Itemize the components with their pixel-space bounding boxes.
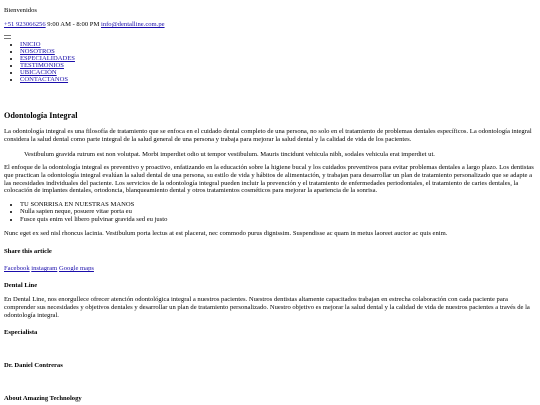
nav-item-contactanos	[20, 77, 75, 84]
about-heading: Dental Line	[4, 282, 38, 289]
menu-toggle-icon[interactable]	[4, 35, 11, 39]
business-hours: 9:00 AM - 8:00 PM	[47, 21, 100, 28]
article-bullet-list	[20, 201, 167, 223]
list-item: • TU SONRRISA EN NUESTRAS MANOS	[20, 201, 167, 208]
doctor-name: Dr. Daniel Contreras	[4, 362, 63, 369]
nav-link-contactanos[interactable]: CONTACTANOS	[20, 75, 69, 83]
main-nav	[20, 42, 75, 84]
instagram-link[interactable]: instagram	[31, 265, 58, 272]
specialist-heading: Especialista	[4, 329, 38, 336]
nav-link-especialidades[interactable]: ESPECIALIDADES	[20, 54, 75, 62]
nav-link-ubicacion[interactable]: UBICACIÓN	[20, 68, 57, 76]
nav-link-inicio[interactable]: INICIO	[20, 41, 41, 48]
page-title: Odontología Integral	[4, 111, 78, 120]
about-text: En Dental Line, nos enorgullece ofrecer atención odontológica integral a nuestros pacientes. Nuestros dentistas altamente capacitados trabajan en estrecha colaboración con cada paciente para comprender sus necesidades y objetivos dentales y desarrollar un plan de tratamiento personalizado. Nuestro objetivo es mejorar la salud dental y la calidad de vida de nuestros pacientes a través de la odontología integral.	[4, 296, 530, 319]
article-paragraph-closing: Nunc eget ex sed nisl rhoncus lacinia. Vestibulum porta lectus at est placerat, nec commodo purus dignissim. Suspendisse ac quam in metus laoreet auctor ac quis enim.	[4, 230, 448, 237]
nav-link-nosotros[interactable]: NOSOTROS	[20, 47, 55, 55]
nav-link-testimonios[interactable]: TESTIMONIOS	[20, 61, 64, 69]
article-blockquote: Vestibulum gravida rutrum est non volutpat. Morbi imperdiet odio ut tempor vestibulum. Mauris tincidunt vehicula nibh, sodales vehicula erat imperdiet ut.	[24, 151, 435, 158]
greeting-text: Bienvenidos	[4, 7, 37, 14]
facebook-link[interactable]: Facebook	[4, 265, 30, 272]
list-item: • Fusce quis enim vel libero pulvinar gravida sed eu justo	[20, 216, 167, 223]
email-link[interactable]: info@dentalline.com.pe	[100, 21, 165, 28]
google-maps-link[interactable]: Google maps	[58, 265, 94, 272]
share-heading: Share this article	[4, 248, 52, 255]
article-paragraph-intro: La odontología integral es una filosofía de tratamiento que se enfoca en el cuidado dental completo de una persona, no solo en el tratamiento de problemas dentales específicos. La odontología integral considera la salud dental como parte integral de la salud general de una persona y trabaja para mejorar la salud dental y la calidad de vida de los pacientes.	[4, 128, 532, 143]
about-technology-heading: About Amazing Technology	[4, 395, 82, 402]
social-links	[4, 265, 94, 273]
phone-link[interactable]: +51 923066256	[4, 21, 46, 28]
article-paragraph-approach: El enfoque de la odontología integral es preventivo y proactivo, enfatizando en la educación sobre la higiene bucal y los cuidados preventivos para evitar problemas dentales a largo plazo. Los dentistas que practican la odontología integral evalúan la salud dental de una persona, su estilo de vida y hábitos de alimentación, y trabajan para desarrollar un plan de tratamiento personalizado que se adapte a las necesidades individuales del paciente. Los servicios de la odontología integral pueden incluir la prevención y el tratamiento de enfermedades periodontales, el tratamiento de caries dentales, la colocación de implantes dentales, ortodoncia, blanqueamiento dental y otros tratamientos cosméticos para mejorar la apariencia de la sonrisa.	[4, 164, 534, 195]
contact-bar	[4, 21, 165, 29]
list-item: • Nulla sapien neque, posuere vitae porta eu	[20, 208, 167, 215]
